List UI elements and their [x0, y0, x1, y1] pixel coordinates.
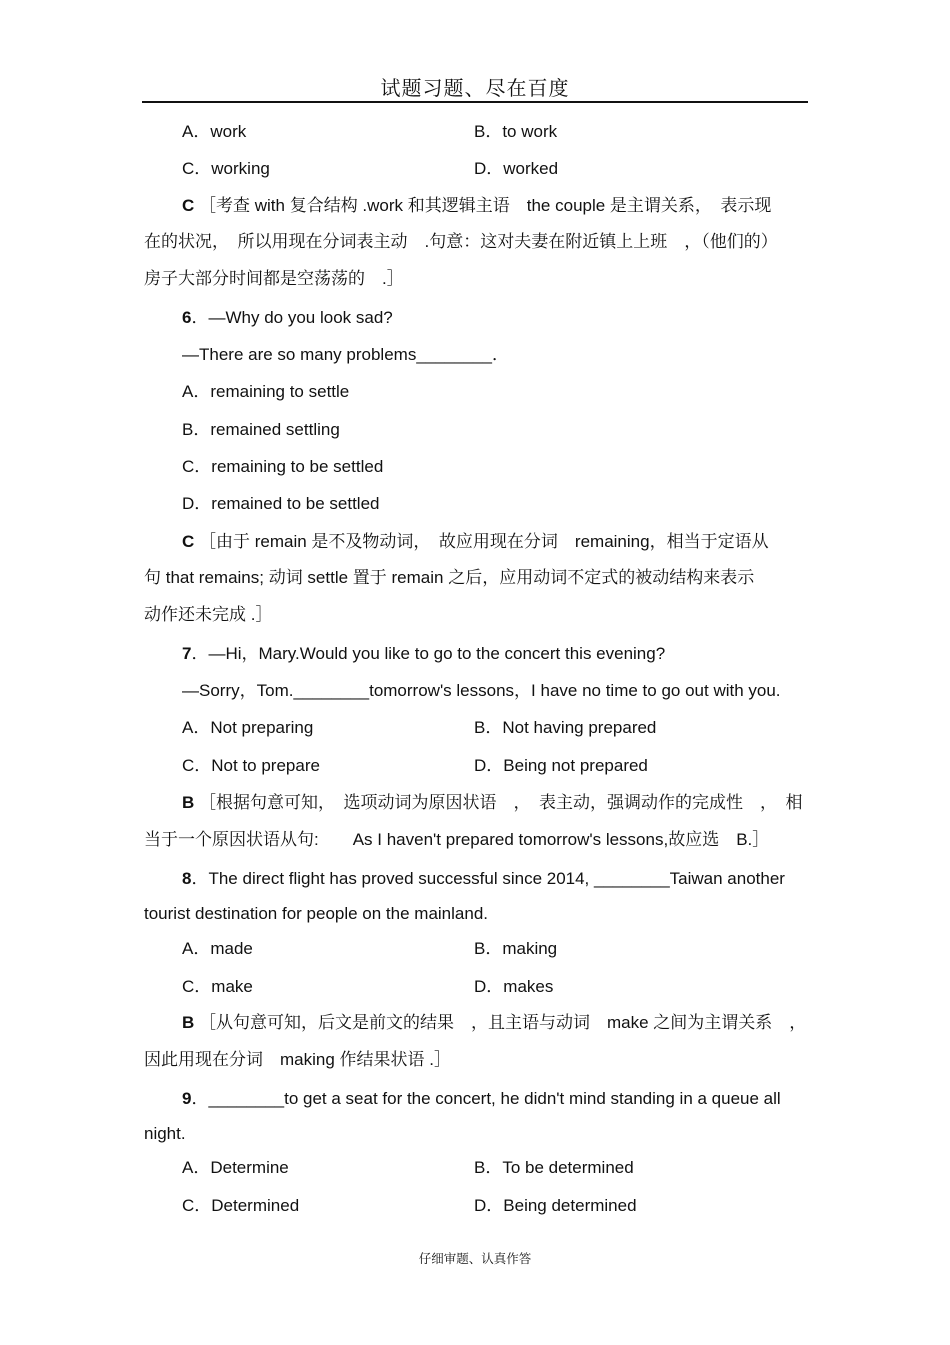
q8-option-d: D．makes: [474, 977, 554, 996]
q5-explanation-line-2: 在的状况， 所以用现在分词表主动 .句意：这对夫妻在附近镇上上班 ，（他们的）: [144, 232, 778, 251]
q6-explanation-line-3: 动作还未完成 .］: [144, 605, 273, 624]
q8-answer: B: [182, 1013, 195, 1032]
q7-number: 7: [182, 644, 192, 663]
q9-option-c: C．Determined: [182, 1196, 300, 1215]
q6-stem-text: ．—Why do you look sad?: [191, 308, 393, 327]
q7-explanation-line-2: 当于一个原因状语从句: As I haven't prepared tomorrow's lessons,故应选 B.］: [144, 830, 770, 849]
q6-option-b: B．remained settling: [182, 420, 340, 439]
q9-option-b: B．To be determined: [474, 1158, 634, 1177]
page-header-title: 试题习题、尽在百度: [380, 76, 570, 100]
q6-option-c: C．remaining to be settled: [182, 457, 384, 476]
q5-answer: C: [182, 196, 195, 215]
q5-explanation-line-3: 房子大部分时间都是空荡荡的 .］: [144, 269, 404, 288]
q9-stem-line-1: [182, 1089, 781, 1109]
q5-explanation-line-1: [182, 196, 771, 216]
page-footer: 仔细审题、认真作答: [418, 1251, 532, 1266]
q5-option-c: C．working: [182, 159, 270, 178]
q8-explanation-text-1: ［从句意可知，后文是前文的结果 ，且主语与动词 make 之间为主谓关系 ，: [199, 1013, 807, 1032]
q7-explanation-line-1: [182, 793, 803, 813]
q8-number: 8: [182, 869, 192, 888]
q7-reply: —Sorry，Tom.________tomorrow's lessons，I have no time to go out with you.: [182, 681, 781, 700]
q9-stem-text-1: ．________to get a seat for the concert, he didn't mind standing in a queue all: [191, 1089, 781, 1108]
q7-stem: [182, 644, 665, 664]
q8-option-a: A．made: [182, 939, 253, 958]
header-rule: [142, 101, 808, 103]
q5-option-a: A．work: [182, 122, 247, 141]
q7-explanation-text-1: ［根据句意可知， 选项动词为原因状语 ， 表主动，强调动作的完成性 ， 相: [199, 793, 803, 812]
q9-stem-line-2: night.: [144, 1124, 186, 1143]
q8-stem-line-2: tourist destination for people on the mainland.: [144, 904, 489, 923]
q6-answer: C: [182, 532, 195, 551]
q7-option-d: D．Being not prepared: [474, 756, 648, 775]
q8-stem-line-1: [182, 869, 785, 889]
q7-answer: B: [182, 793, 195, 812]
q6-reply: —There are so many problems________．: [182, 345, 509, 364]
q7-option-c: C．Not to prepare: [182, 756, 320, 775]
q8-explanation-line-1: [182, 1013, 806, 1033]
q9-option-a: A．Determine: [182, 1158, 289, 1177]
q9-option-d: D．Being determined: [474, 1196, 637, 1215]
q6-stem: [182, 308, 393, 328]
q6-explanation-text-1: ［由于 remain 是不及物动词， 故应用现在分词 remaining，相当于定语从: [199, 532, 769, 551]
q8-option-b: B．making: [474, 939, 558, 958]
q8-explanation-line-2: 因此用现在分词 making 作结果状语 .］: [144, 1050, 451, 1069]
q9-number: 9: [182, 1089, 192, 1108]
q7-option-a: A．Not preparing: [182, 718, 314, 737]
q8-stem-text-1: ．The direct flight has proved successful since 2014, ________Taiwan another: [191, 869, 785, 888]
q5-option-b: B．to work: [474, 122, 558, 141]
q6-option-d: D．remained to be settled: [182, 494, 380, 513]
q6-explanation-line-2: 句 that remains; 动词 settle 置于 remain 之后，应用动词不定式的被动结构来表示: [144, 568, 755, 587]
q6-option-a: A．remaining to settle: [182, 382, 350, 401]
q7-stem-text: ．—Hi，Mary.Would you like to go to the concert this evening?: [191, 644, 666, 663]
q7-option-b: B．Not having prepared: [474, 718, 657, 737]
q5-option-d: D．worked: [474, 159, 559, 178]
q6-explanation-line-1: [182, 532, 769, 552]
q6-number: 6: [182, 308, 192, 327]
q5-explanation-text-1: ［考查 with 复合结构 .work 和其逻辑主语 the couple 是主谓关系， 表示现: [199, 196, 772, 215]
q8-option-c: C．make: [182, 977, 253, 996]
